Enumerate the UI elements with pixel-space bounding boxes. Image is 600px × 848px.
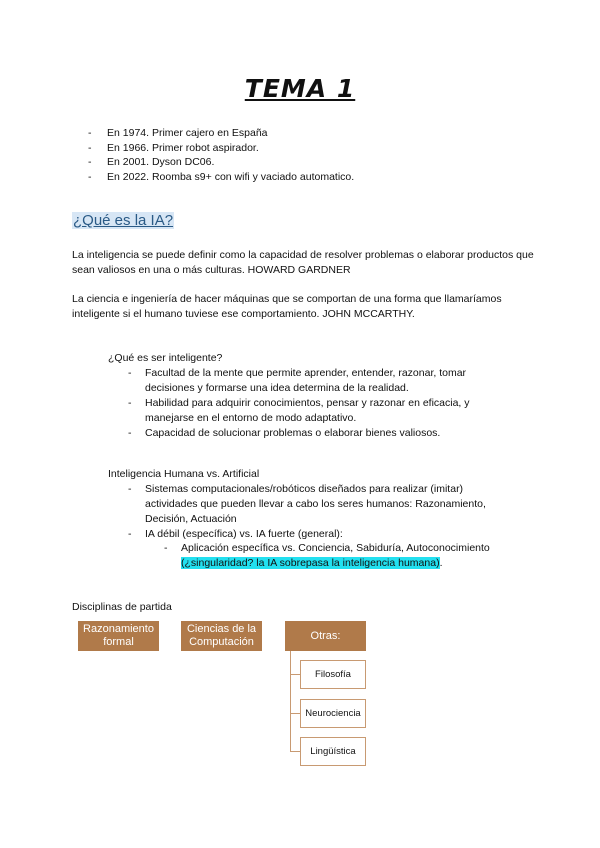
humana-vs-artificial-list — [128, 482, 518, 542]
timeline-item: - En 1974. Primer cajero en España — [88, 126, 354, 141]
connector-neurociencia — [290, 713, 300, 714]
box-ciencias-computacion: Ciencias de la Computación — [181, 621, 262, 651]
ser-inteligente-question: ¿Qué es ser inteligente? — [108, 352, 223, 364]
definition-gardner: La inteligencia se puede definir como la capacidad de resolver problemas o elaborar productos que sean valiosos en una o más culturas. HOWARD GARDNER — [72, 249, 534, 276]
singularidad-highlight: (¿singularidad? la IA sobrepasa la inteligencia humana) — [181, 557, 440, 569]
list-item: - Habilidad para adquirir conocimientos, pensar y razonar en eficacia, y manejarse en el entorno de modo adaptativo. — [128, 396, 500, 426]
disciplinas-label: Disciplinas de partida — [72, 601, 172, 613]
box-razonamiento-formal: Razonamiento formal — [78, 621, 159, 651]
box-neurociencia: Neurociencia — [300, 699, 366, 728]
connector-linguistica — [290, 751, 300, 752]
timeline-item: - En 1966. Primer robot aspirador. — [88, 141, 354, 156]
list-item: - Facultad de la mente que permite aprender, entender, razonar, tomar decisiones y formarse una idea determina de la realidad. — [128, 366, 500, 396]
list-item: - Sistemas computacionales/robóticos diseñados para realizar (imitar) actividades que pueden llevar a cabo los seres humanos: Razonamiento, Decisión, Actuación — [128, 482, 518, 527]
timeline-item: - En 2001. Dyson DC06. — [88, 155, 354, 170]
section-heading-que-es-ia: ¿Qué es la IA? — [73, 212, 174, 229]
timeline-list — [88, 126, 354, 184]
humana-vs-artificial-heading: Inteligencia Humana vs. Artificial — [108, 468, 260, 480]
timeline-item: - En 2022. Roomba s9+ con wifi y vaciado automatico. — [88, 170, 354, 185]
box-linguistica: Lingüística — [300, 737, 366, 766]
connector-filosofia — [290, 674, 300, 675]
list-item: - Capacidad de solucionar problemas o elaborar bienes valiosos. — [128, 426, 500, 441]
connector-vertical — [290, 651, 291, 752]
list-item — [164, 541, 524, 571]
sub-item-end: . — [439, 557, 443, 569]
box-filosofia: Filosofía — [300, 660, 366, 689]
sub-item-text: Aplicación específica vs. Conciencia, Sabiduría, Autoconocimiento — [181, 542, 490, 554]
box-otras: Otras: — [285, 621, 366, 651]
ser-inteligente-list — [128, 366, 500, 441]
ia-sublist — [164, 541, 524, 571]
page-title: TEMA 1 — [244, 74, 356, 103]
list-item: - IA débil (específica) vs. IA fuerte (general): — [128, 527, 518, 542]
definition-mccarthy: La ciencia e ingeniería de hacer máquinas que se comportan de una forma que llamaríamos inteligente si el humano tuviese ese comportamiento. JOHN MCCARTHY. — [72, 293, 502, 320]
